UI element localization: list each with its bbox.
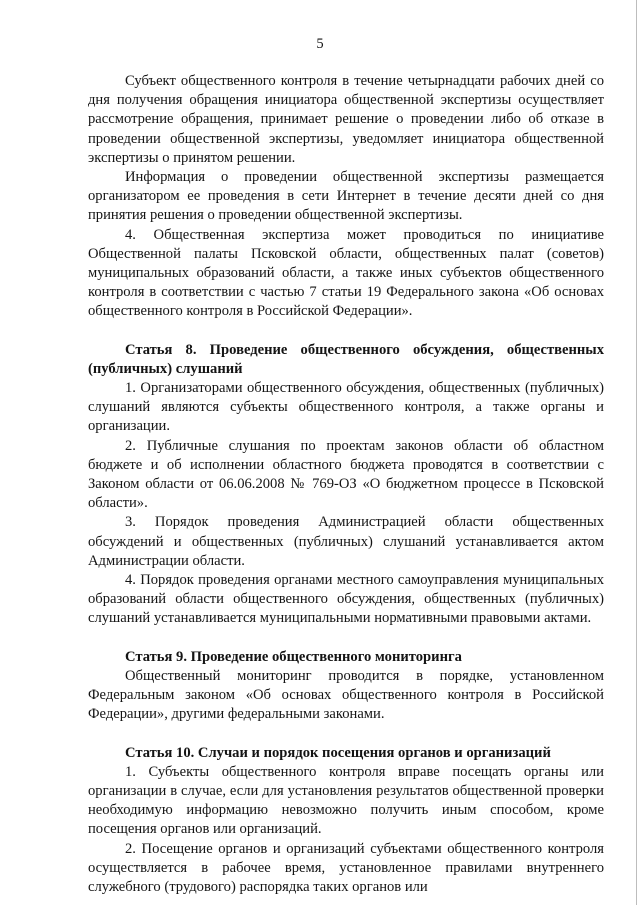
article-8-paragraph-3: 3. Порядок проведения Администрацией области общественных обсуждений и общественных (публичных) слушаний устанавливается актом Администрации области. bbox=[88, 514, 604, 569]
article-8-paragraph-2: 2. Публичные слушания по проектам законов области об областном бюджете и об исполнении областного бюджета проводятся в соответствии с Законом области от 06.06.2008 № 769-ОЗ «О бюджетном процессе в Псковской области». bbox=[88, 437, 604, 512]
article-10-paragraph-2: 2. Посещение органов и организаций субъектами общественного контроля осуществляется в рабочее время, установленное правилами внутреннего служебного (трудового) распорядка таких органов или bbox=[88, 840, 604, 895]
article-8-paragraph-1: 1. Организаторами общественного обсуждения, общественных (публичных) слушаний являются субъекты общественного контроля, а также органы и организации. bbox=[88, 380, 604, 435]
paragraph-intro-2: Информация о проведении общественной экспертизы размещается организатором ее проведения в сети Интернет в течение десяти дней со дня принятия решения о проведении общественной экспертизы. bbox=[88, 169, 604, 224]
scan-edge-line bbox=[636, 0, 637, 905]
page-number: 5 bbox=[316, 36, 324, 52]
article-8-paragraph-4: 4. Порядок проведения органами местного самоуправления муниципальных образований области общественного обсуждения, общественных (публичных) слушаний устанавливается муниципальными нормативными правовыми актами. bbox=[88, 572, 604, 627]
paragraph-intro-1: Субъект общественного контроля в течение четырнадцати рабочих дней со дня получения обращения инициатора общественной экспертизы осуществляет рассмотрение обращения, принимает решение о проведении либо об отказе в проведении общественной экспертизы, уведомляет инициатора общественной экспертизы о принятом решении. bbox=[88, 73, 604, 166]
article-9-paragraph-1: Общественный мониторинг проводится в порядке, установленном Федеральным законом «Об основах общественного контроля в Российской Федерации», другими федеральными законами. bbox=[88, 667, 604, 723]
article-10-paragraph-1: 1. Субъекты общественного контроля вправе посещать органы или организации в случае, если для установления результатов общественной проверки необходимую информацию невозможно получить иным способом, кроме посещения органов или организаций. bbox=[88, 763, 604, 838]
article-8-heading: Статья 8. Проведение общественного обсуждения, общественных (публичных) слушаний bbox=[88, 341, 604, 377]
document-body bbox=[88, 72, 604, 897]
article-10-heading: Статья 10. Случаи и порядок посещения органов и организаций bbox=[125, 744, 551, 761]
article-9-heading: Статья 9. Проведение общественного мониторинга bbox=[125, 648, 462, 665]
paragraph-intro-3: 4. Общественная экспертиза может проводиться по инициативе Общественной палаты Псковской области, общественных палат (советов) муниципальных образований области, а также иных субъектов общественного контроля в соответствии с частью 7 статьи 19 Федерального закона «Об основах общественного контроля в Российской Федерации». bbox=[88, 226, 604, 320]
